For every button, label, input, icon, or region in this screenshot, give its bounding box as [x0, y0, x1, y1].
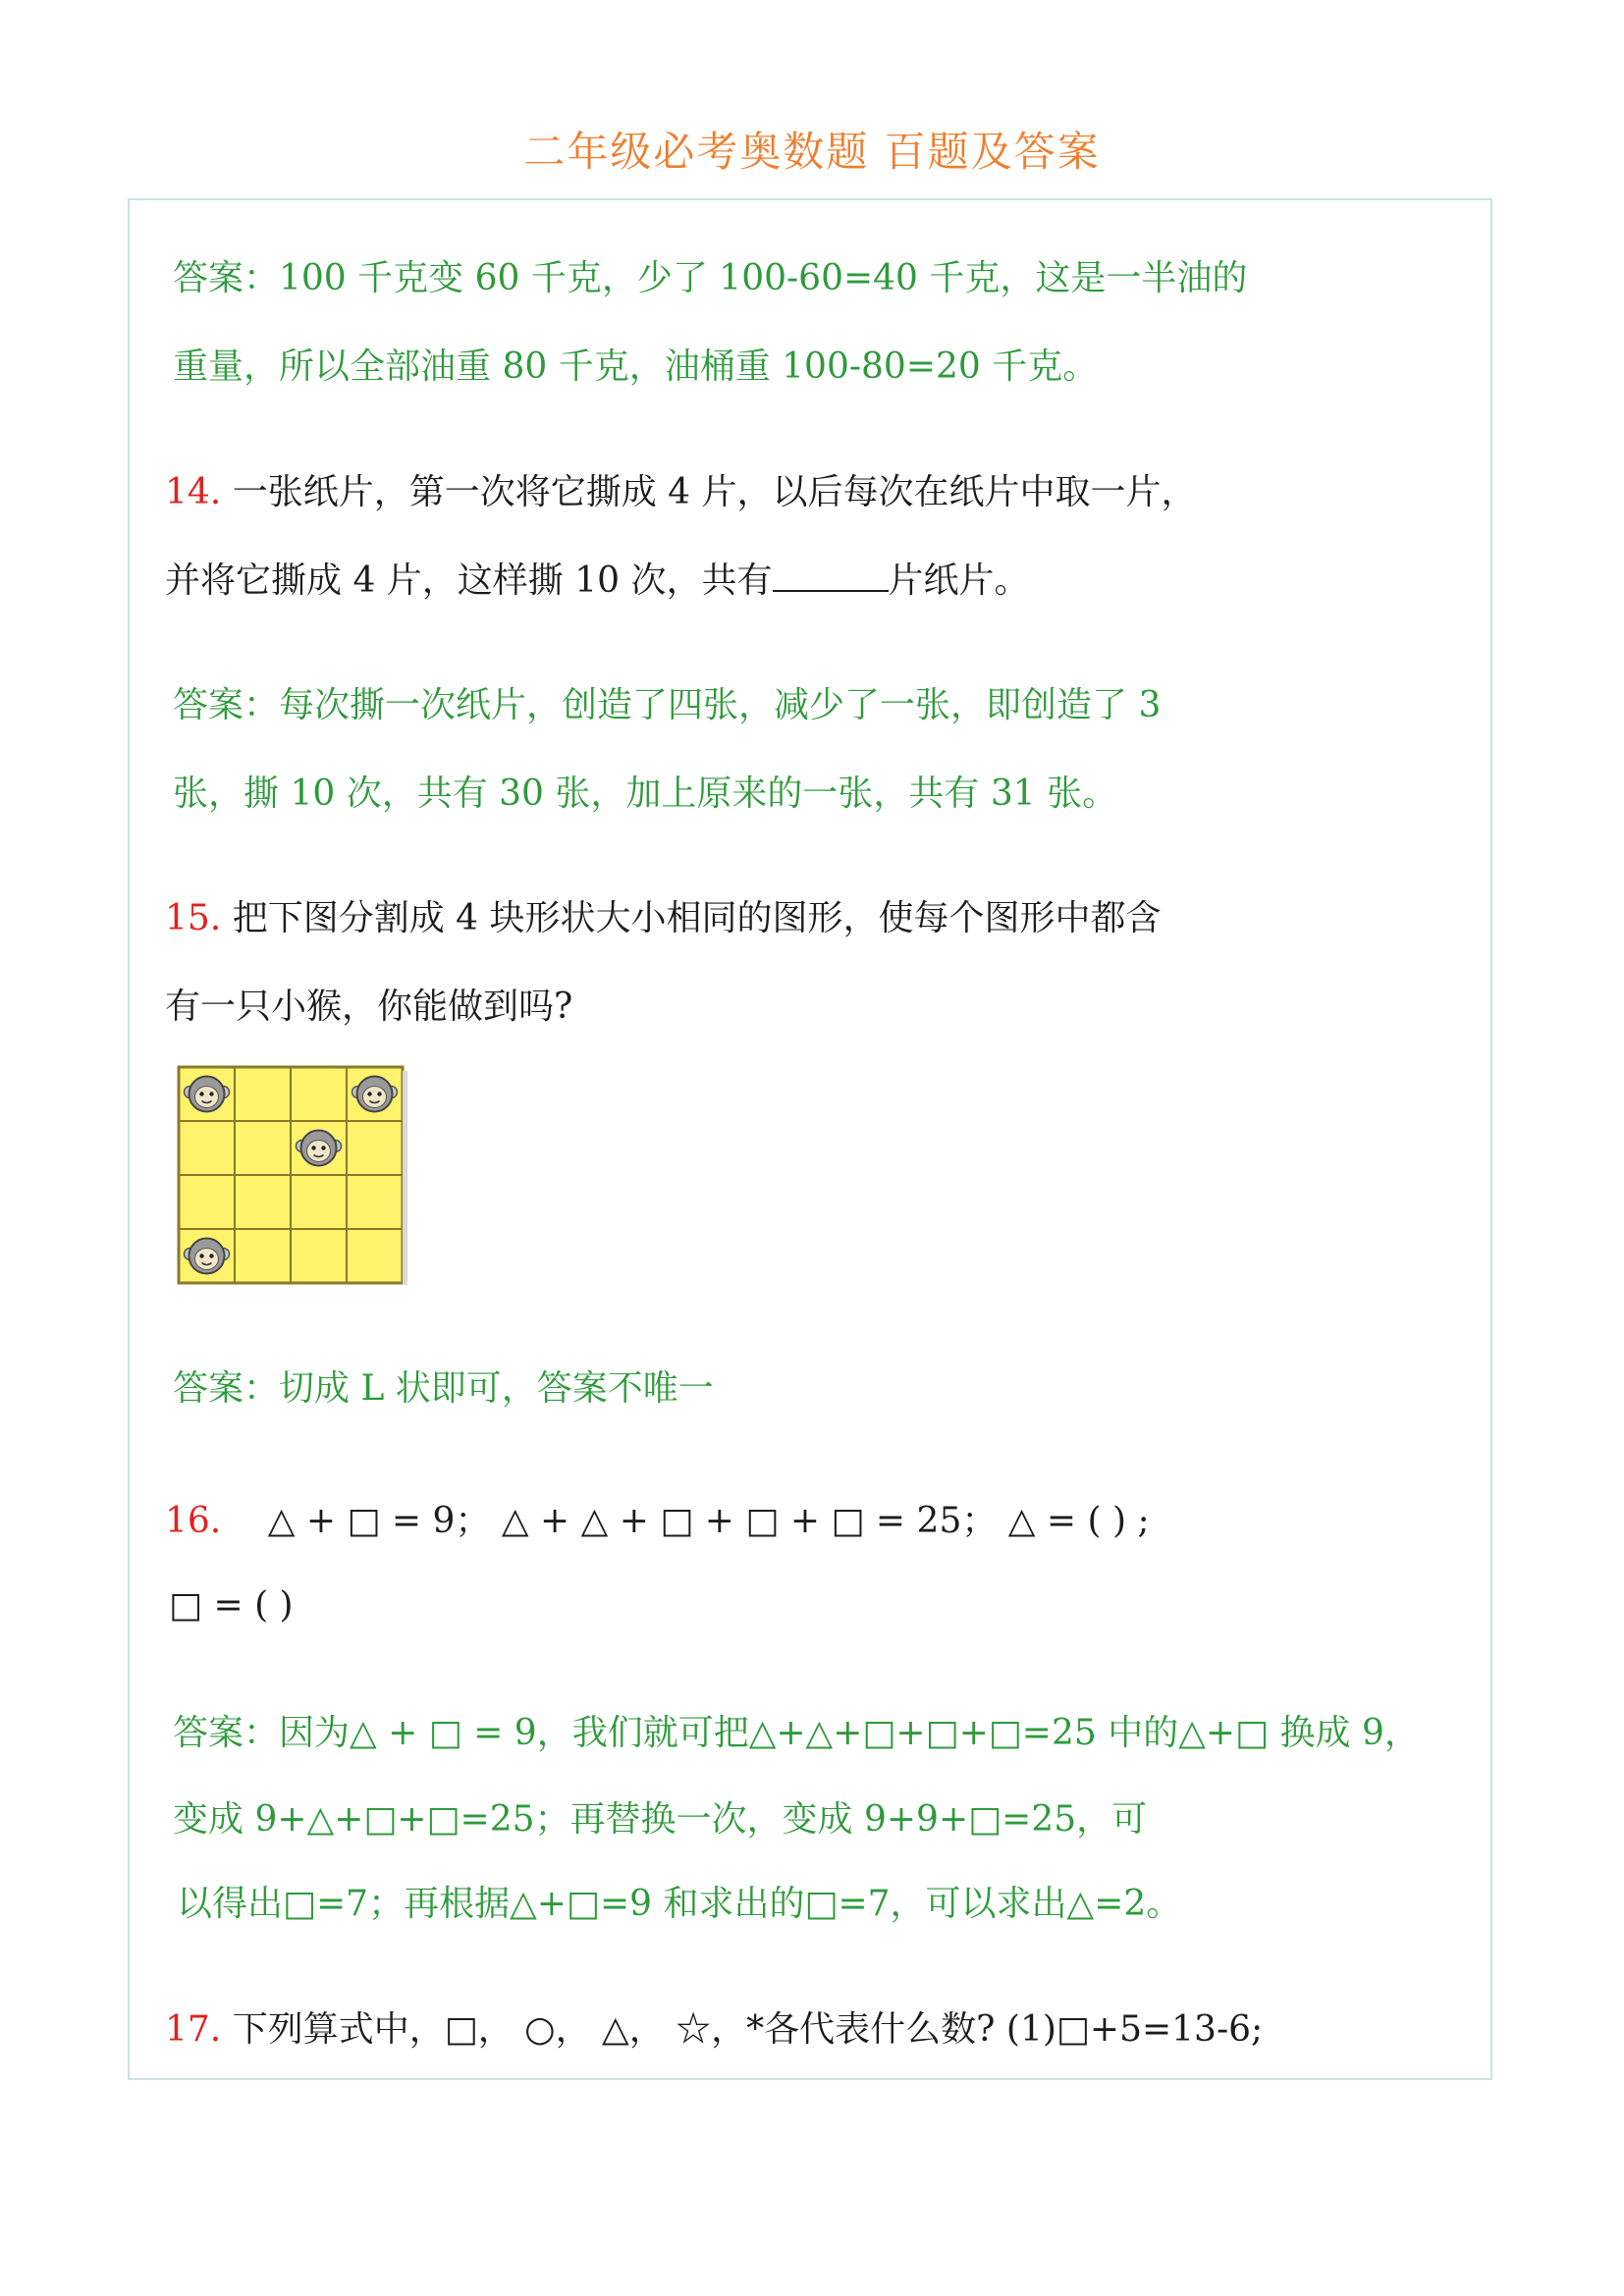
q14-text-2b: 片纸片。: [888, 561, 1030, 601]
q17-text-1: 下列算式中，□， ○， △， ☆，*各代表什么数? (1)□+5=13-6;: [232, 2009, 1264, 2050]
q15-line-2: 有一只小猴，你能做到吗?: [165, 987, 573, 1027]
q13-answer-line-1: 答案：100 千克变 60 千克，少了 100-60=40 千克，这是一半油的: [173, 258, 1248, 298]
q17-number: 17.: [165, 2009, 222, 2050]
q16-answer-line-1: 答案：因为△ + □ = 9，我们就可把△+△+□+□+□=25 中的△+□ 换成 9，: [173, 1713, 1420, 1753]
monkey-grid-figure: [177, 1065, 408, 1287]
q14-line-2: [165, 560, 1030, 603]
q16-answer-line-2: 变成 9+△+□+□=25；再替换一次，变成 9+9+□=25，可: [173, 1799, 1148, 1840]
q16-number: 16.: [165, 1501, 222, 1541]
page-title: 二年级必考奥数题 百题及答案: [523, 128, 1101, 176]
q16-answer-line-3: 以得出□=7；再根据△+□=9 和求出的□=7，可以求出△=2。: [177, 1884, 1182, 1924]
q14-text-1: 一张纸片，第一次将它撕成 4 片，以后每次在纸片中取一片，: [232, 472, 1197, 512]
q15-number: 15.: [165, 898, 222, 938]
q13-answer-line-2: 重量，所以全部油重 80 千克，油桶重 100-80=20 千克。: [173, 347, 1099, 387]
q15-text-1: 把下图分割成 4 块形状大小相同的图形，使每个图形中都含: [232, 898, 1162, 938]
q15-answer: 答案：切成 L 状即可，答案不唯一: [173, 1368, 714, 1409]
q14-answer-line-1: 答案：每次撕一次纸片，创造了四张，减少了一张，即创造了 3: [173, 685, 1162, 725]
q16-line-2: □ = ( ): [169, 1585, 294, 1626]
q14-text-2a: 并将它撕成 4 片，这样撕 10 次，共有: [165, 561, 773, 601]
grid-shadow: [403, 1071, 407, 1285]
q17-line-1: [165, 2008, 1263, 2052]
q14-answer-blank: [773, 561, 889, 592]
q16-text-1: △ + □ = 9； △ + △ + □ + □ + □ = 25； △ = ( ) ;: [267, 1501, 1150, 1541]
q14-line-1: [165, 471, 1197, 514]
q14-number: 14.: [165, 472, 222, 512]
q14-answer-line-2: 张，撕 10 次，共有 30 张，加上原来的一张，共有 31 张。: [173, 774, 1118, 814]
q15-line-1: [165, 897, 1162, 940]
q16-line-1: [165, 1500, 1150, 1543]
